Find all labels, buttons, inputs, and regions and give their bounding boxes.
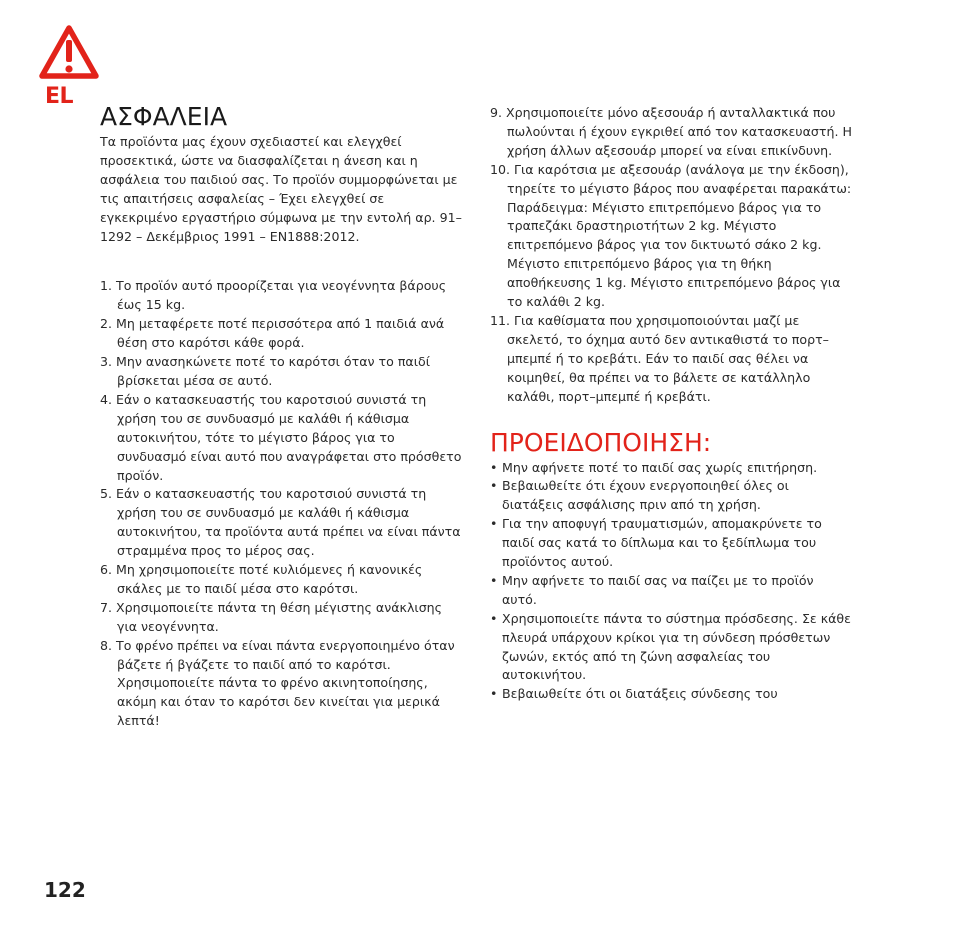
warning-triangle-icon: [38, 24, 100, 82]
list-item: 7. Χρησιμοποιείτε πάντα τη θέση μέγιστης ανάκλισης για νεογέννητα.: [100, 599, 443, 634]
page-number: 122: [44, 878, 86, 902]
safety-title: ΑΣΦΑΛΕΙΑ: [100, 102, 228, 131]
list-item: 3. Μην ανασηκώνετε ποτέ το καρότσι όταν το παιδί βρίσκεται μέσα σε αυτό.: [100, 354, 430, 388]
list-item: 1. Το προϊόν αυτό προορίζεται για νεογέννητα βάρους έως 15 kg.: [100, 278, 447, 313]
bullet-item: • Για την αποφυγή τραυματισμών, απομακρύνετε το παιδί σας κατά το δίπλωμα και το ξεδίπλωμα του προϊόντος αυτού.: [490, 515, 852, 572]
list-item: 10. Για καρότσια με αξεσουάρ (ανάλογα με την έκδοση), τηρείτε το μέγιστο βάρος που αναφέρεται παρακάτω: Παράδειγμα: Μέγιστο επιτρεπόμενο βάρος για το τραπεζάκι δραστηριοτήτων 2 kg. Μέγιστο επιτρεπόμενο βάρος για τον δικτυωτό σάκο 2 kg. Μέγιστο επιτρεπόμενο βάρος για τη θήκη αποθήκευσης 1 kg. Μέγιστο επιτρεπόμενο βάρος για το καλάθι 2 kg.: [490, 161, 852, 310]
warning-list: [490, 459, 852, 705]
bullet-item: • Μην αφήνετε το παιδί σας να παίζει με το προϊόν αυτό.: [490, 572, 852, 610]
list-item: 5. Εάν ο κατασκευαστής του καροτσιού συνιστά τη χρήση του σε συνδυασμό με καλάθι ή κάθισμα αυτοκινήτου, τα προϊόντα αυτά πρέπει να είναι πάντα στραμμένα προς το μέρος σας.: [100, 486, 461, 559]
list-item: 8. Το φρένο πρέπει να είναι πάντα ενεργοποιημένο όταν βάζετε ή βγάζετε το παιδί από το καρότσι. Χρησιμοποιείτε πάντα το φρένο ακινητοποίησης, ακόμη και όταν το καρότσι δεν κινείται για μερικά λεπτά!: [100, 637, 455, 729]
bullet-item: • Βεβαιωθείτε ότι οι διατάξεις σύνδεσης του: [490, 685, 852, 704]
bullet-item: • Βεβαιωθείτε ότι έχουν ενεργοποιηθεί όλες οι διατάξεις ασφάλισης πριν από τη χρήση.: [490, 477, 852, 515]
list-item: 11. Για καθίσματα που χρησιμοποιούνται μαζί με σκελετό, το όχημα αυτό δεν αντικαθιστά το πορτ–μπεμπέ ή το κρεβάτι. Εάν το παιδί σας θέλει να κοιμηθεί, θα πρέπει να το βάλετε σε κατάλληλο καλάθι, πορτ–μπεμπέ ή κρεβάτι.: [490, 312, 829, 404]
bullet-item: • Χρησιμοποιείτε πάντα το σύστημα πρόσδεσης. Σε κάθε πλευρά υπάρχουν κρίκοι για τη σύνδεση πρόσθετων ζωνών, εκτός από τη ζώνη ασφαλείας του αυτοκινήτου.: [490, 610, 852, 686]
language-code: EL: [45, 84, 74, 109]
list-item: 9. Χρησιμοποιείτε μόνο αξεσουάρ ή ανταλλακτικά που πωλούνται ή έχουν εγκριθεί από τον κατασκευαστή. Η χρήση άλλων αξεσουάρ μπορεί να είναι επικίνδυνη.: [490, 105, 852, 158]
list-item: 4. Εάν ο κατασκευαστής του καροτσιού συνιστά τη χρήση του σε συνδυασμό με καλάθι ή κάθισμα αυτοκινήτου, τότε το μέγιστο βάρος για το συνδυασμό είναι αυτό που αναγράφεται στο πρόσθετο προϊόν.: [100, 391, 462, 483]
warning-title: ΠΡΟΕΙΔΟΠΟΙΗΣΗ:: [490, 427, 712, 457]
safety-list-right: [490, 104, 852, 407]
safety-list-left: [100, 277, 462, 731]
list-item: 2. Μη μεταφέρετε ποτέ περισσότερα από 1 παιδιά ανά θέση στο καρότσι κάθε φορά.: [100, 316, 445, 351]
safety-column: [100, 101, 462, 731]
bullet-item: • Μην αφήνετε ποτέ το παιδί σας χωρίς επιτήρηση.: [490, 459, 852, 478]
list-item: 6. Μη χρησιμοποιείτε ποτέ κυλιόμενες ή κανονικές σκάλες με το παιδί μέσα στο καρότσι.: [100, 562, 423, 596]
safety-column-continued: [490, 104, 852, 704]
safety-intro: Τα προϊόντα μας έχουν σχεδιαστεί και ελεγχθεί προσεκτικά, ώστε να διασφαλίζεται η άνεση και η ασφάλεια του παιδιού σας. Το προϊόν συμμορφώνεται με τις απαιτήσεις ασφαλείας – Έχει ελεγχθεί σε εγκεκριμένο εργαστήριο σύμφωνα με την εντολή αρ. 91–1292 – Δεκέμβριος 1991 – EN1888:2012.: [100, 134, 462, 244]
